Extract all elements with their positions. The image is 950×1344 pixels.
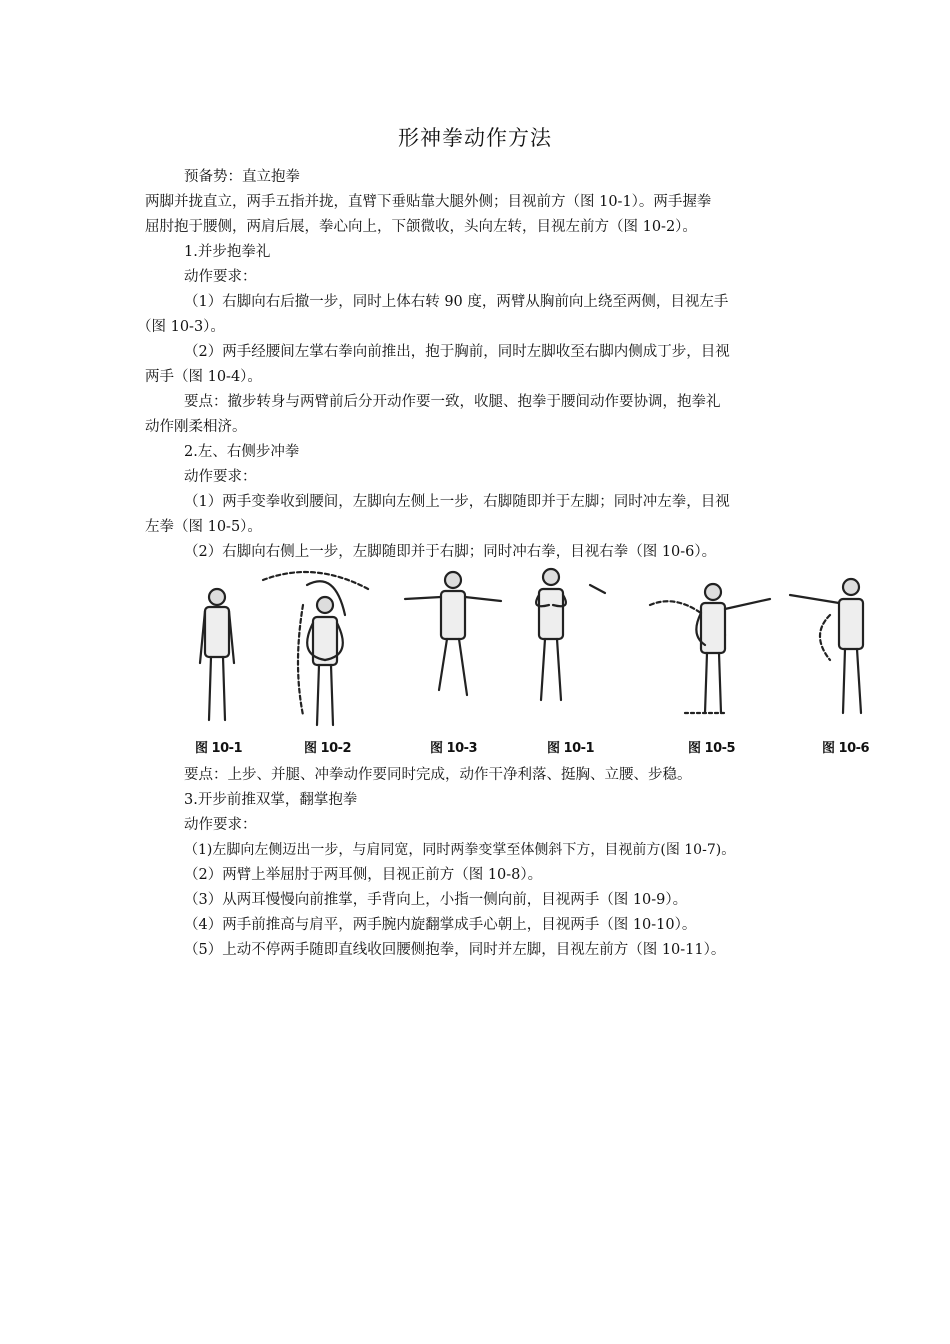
text-line: （4）两手前推高与肩平，两手腕内旋翻掌成手心朝上，目视两手（图 10-10）。 — [184, 917, 697, 933]
section-heading-1: 1.并步抱拳礼 — [184, 244, 271, 260]
section-heading-2: 2.左、右侧步冲拳 — [184, 444, 300, 460]
figure-10-4 — [536, 569, 605, 700]
text-line: （2）两手经腰间左掌右拳向前推出，抱于胸前，同时左脚收至右脚内侧成丁步，目视 — [184, 344, 730, 360]
section-heading-3: 3.开步前推双掌，翻掌抱拳 — [184, 792, 358, 808]
text-line: （图 10-3）。 — [137, 319, 225, 335]
figure-caption: 图 10-2 — [304, 741, 352, 756]
text-line: 动作要求： — [184, 817, 257, 833]
figure-10-2 — [263, 572, 370, 725]
text-line: 动作刚柔相济。 — [145, 419, 247, 435]
exercise-figures — [185, 565, 895, 760]
text-line: 动作要求： — [184, 269, 257, 285]
figure-10-5 — [650, 584, 770, 713]
text-line-keypoint: 要点：撤步转身与两臂前后分开动作要一致，收腿、抱拳于腰间动作要协调，抱拳礼 — [184, 394, 721, 410]
figure-10-1 — [200, 589, 234, 720]
text-line: 动作要求： — [184, 469, 257, 485]
figure-caption: 图 10-5 — [688, 741, 736, 756]
text-line: （2）两臂上举屈肘于两耳侧，目视正前方（图 10-8）。 — [184, 867, 543, 883]
figure-caption: 图 10-3 — [430, 741, 478, 756]
text-line: 左拳（图 10-5）。 — [145, 519, 262, 535]
text-line-keypoint: 要点：上步、并腿、冲拳动作要同时完成，动作干净利落、挺胸、立腰、步稳。 — [184, 767, 692, 783]
figure-caption: 图 10-1 — [195, 741, 243, 756]
text-line: （5）上动不停两手随即直线收回腰侧抱拳，同时并左脚，目视左前方（图 10-11）。 — [184, 942, 726, 958]
text-line: （1)左脚向左侧迈出一步，与肩同宽，同时两拳变掌至体侧斜下方，目视前方(图 10-7)。 — [184, 842, 736, 858]
text-line: （1）两手变拳收到腰间，左脚向左侧上一步，右脚随即并于左脚；同时冲左拳，目视 — [184, 494, 730, 510]
figure-caption: 图 10-1 — [547, 741, 595, 756]
text-line: 两脚并拢直立，两手五指并拢，直臂下垂贴靠大腿外侧；目视前方（图 10-1）。两手握拳 — [145, 194, 712, 210]
text-line: （1）右脚向右后撤一步，同时上体右转 90 度，两臂从胸前向上绕至两侧，目视左手 — [184, 294, 729, 310]
text-line: （3）从两耳慢慢向前推掌，手背向上，小指一侧向前，目视两手（图 10-9）。 — [184, 892, 688, 908]
text-line-prep: 预备势：直立抱拳 — [184, 169, 300, 185]
text-line: （2）右脚向右侧上一步，左脚随即并于右脚；同时冲右拳，目视右拳（图 10-6）。 — [184, 544, 717, 560]
text-line: 两手（图 10-4）。 — [145, 369, 262, 385]
text-line: 屈肘抱于腰侧，两肩后展，拳心向上，下颌微收，头向左转，目视左前方（图 10-2）。 — [145, 219, 697, 235]
page-title: 形神拳动作方法 — [398, 126, 552, 150]
figure-10-3 — [405, 572, 501, 695]
figure-10-6 — [790, 579, 863, 713]
figure-caption: 图 10-6 — [822, 741, 870, 756]
